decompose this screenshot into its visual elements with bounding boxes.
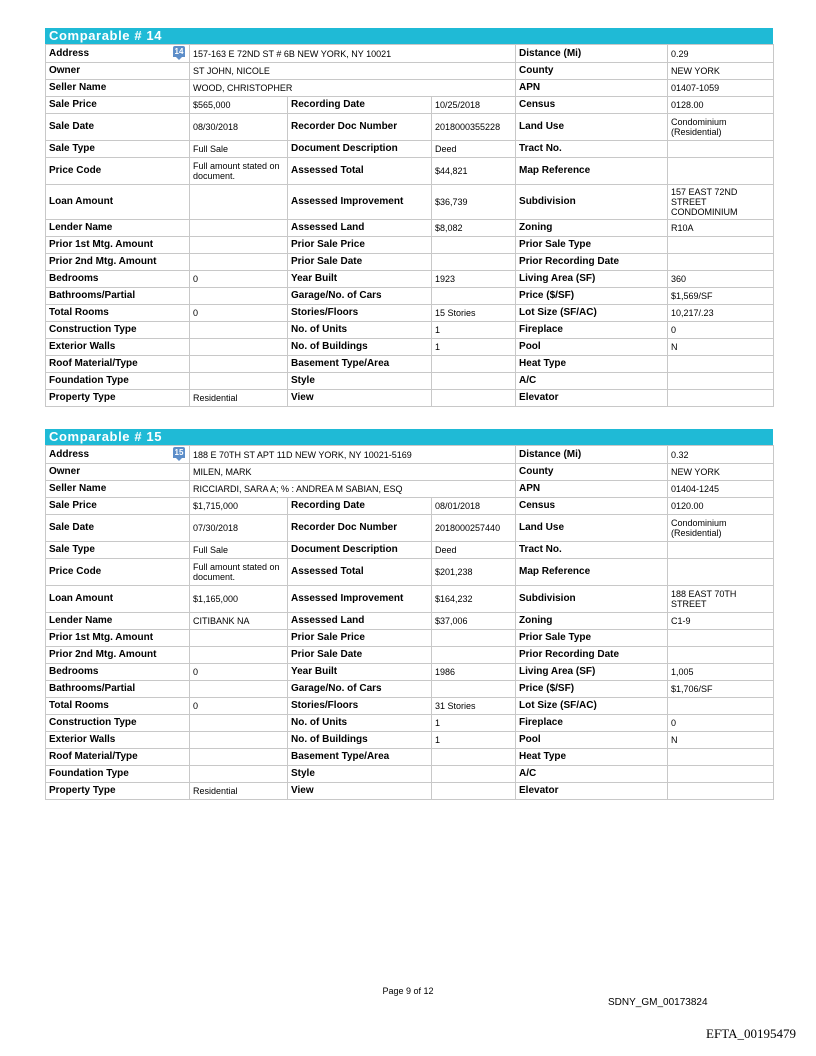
field-value: $44,821 (432, 158, 516, 185)
field-label: Stories/Floors (288, 698, 432, 715)
comparable-14-section (45, 28, 773, 407)
field-value (190, 647, 288, 664)
field-value: $37,006 (432, 613, 516, 630)
field-value (190, 732, 288, 749)
field-value (668, 698, 774, 715)
field-value: 01407-1059 (668, 80, 774, 97)
field-label: No. of Buildings (288, 339, 432, 356)
field-value: 0 (668, 715, 774, 732)
field-value (668, 158, 774, 185)
field-label: APN (516, 80, 668, 97)
field-label: Census (516, 498, 668, 515)
field-value: 360 (668, 271, 774, 288)
field-value: 07/30/2018 (190, 515, 288, 542)
table-row (46, 732, 774, 749)
comparable-table (45, 445, 774, 800)
field-label: Recording Date (288, 97, 432, 114)
table-row (46, 647, 774, 664)
field-value (432, 783, 516, 800)
field-label: Assessed Total (288, 158, 432, 185)
field-label: No. of Units (288, 715, 432, 732)
field-value: 1 (432, 322, 516, 339)
field-label: Zoning (516, 613, 668, 630)
field-label: Roof Material/Type (46, 749, 190, 766)
field-value (668, 254, 774, 271)
table-row (46, 237, 774, 254)
field-label: Prior Recording Date (516, 647, 668, 664)
field-value (432, 749, 516, 766)
field-value (668, 783, 774, 800)
field-value: $565,000 (190, 97, 288, 114)
field-label: Assessed Total (288, 559, 432, 586)
field-label: Bedrooms (46, 271, 190, 288)
field-label: Prior 2nd Mtg. Amount (46, 254, 190, 271)
field-label: Basement Type/Area (288, 356, 432, 373)
field-label: Foundation Type (46, 766, 190, 783)
field-label: Recorder Doc Number (288, 114, 432, 141)
field-value (190, 630, 288, 647)
field-label: Prior 1st Mtg. Amount (46, 630, 190, 647)
field-value: Residential (190, 783, 288, 800)
field-value: 1,005 (668, 664, 774, 681)
field-value (432, 647, 516, 664)
comparable-header: Comparable # 14 (45, 28, 773, 44)
field-value: Condominium (Residential) (668, 515, 774, 542)
field-value (668, 559, 774, 586)
field-label: Prior Sale Date (288, 647, 432, 664)
field-label: Recorder Doc Number (288, 515, 432, 542)
table-row (46, 698, 774, 715)
field-value (668, 647, 774, 664)
table-row (46, 515, 774, 542)
field-value: $1,165,000 (190, 586, 288, 613)
table-row (46, 498, 774, 515)
field-value: 0120.00 (668, 498, 774, 515)
table-row (46, 114, 774, 141)
table-row (46, 464, 774, 481)
field-value: Deed (432, 141, 516, 158)
table-row (46, 559, 774, 586)
field-label: Recording Date (288, 498, 432, 515)
field-label: Sale Type (46, 141, 190, 158)
table-row (46, 220, 774, 237)
field-label: Loan Amount (46, 185, 190, 220)
field-label: Prior Sale Date (288, 254, 432, 271)
field-value (668, 373, 774, 390)
field-label: Price Code (46, 158, 190, 185)
field-value: 2018000355228 (432, 114, 516, 141)
field-value (432, 681, 516, 698)
table-row (46, 158, 774, 185)
field-label: Prior Sale Price (288, 237, 432, 254)
field-value (432, 356, 516, 373)
field-value (432, 373, 516, 390)
table-row (46, 63, 774, 80)
table-row (46, 783, 774, 800)
field-label: Owner (46, 464, 190, 481)
field-label: Garage/No. of Cars (288, 288, 432, 305)
field-label: View (288, 783, 432, 800)
field-label: Pool (516, 732, 668, 749)
field-value: $8,082 (432, 220, 516, 237)
field-value: $201,238 (432, 559, 516, 586)
map-pin-icon: 15 (174, 448, 184, 457)
field-value (190, 749, 288, 766)
field-value: Condominium (Residential) (668, 114, 774, 141)
field-label: Exterior Walls (46, 732, 190, 749)
field-label: Stories/Floors (288, 305, 432, 322)
field-label: APN (516, 481, 668, 498)
field-value (432, 288, 516, 305)
field-label: A/C (516, 766, 668, 783)
field-value (190, 715, 288, 732)
field-label: Construction Type (46, 715, 190, 732)
table-row (46, 305, 774, 322)
field-value: 08/01/2018 (432, 498, 516, 515)
field-value (190, 356, 288, 373)
field-label: A/C (516, 373, 668, 390)
field-label: Foundation Type (46, 373, 190, 390)
field-label: Prior Recording Date (516, 254, 668, 271)
field-value: 0128.00 (668, 97, 774, 114)
field-label: Heat Type (516, 356, 668, 373)
field-value: 15 Stories (432, 305, 516, 322)
field-value (668, 237, 774, 254)
table-row (46, 356, 774, 373)
comparable-header: Comparable # 15 (45, 429, 773, 445)
field-label: Address (46, 446, 190, 464)
field-label: Bedrooms (46, 664, 190, 681)
field-value (668, 630, 774, 647)
table-row (46, 586, 774, 613)
field-label: County (516, 464, 668, 481)
field-value (190, 766, 288, 783)
field-value: $1,715,000 (190, 498, 288, 515)
field-value: N (668, 339, 774, 356)
field-label: Style (288, 373, 432, 390)
field-label: Sale Price (46, 97, 190, 114)
table-row (46, 390, 774, 407)
table-row (46, 630, 774, 647)
field-value: $1,569/SF (668, 288, 774, 305)
field-value (668, 390, 774, 407)
field-label: Lender Name (46, 220, 190, 237)
efta-number: EFTA_00195479 (706, 1026, 796, 1041)
address-value: 188 E 70TH ST APT 11D NEW YORK, NY 10021-5169 (193, 449, 412, 460)
field-label: Price Code (46, 559, 190, 586)
field-label: Garage/No. of Cars (288, 681, 432, 698)
table-row (46, 141, 774, 158)
field-label: Lot Size (SF/AC) (516, 698, 668, 715)
field-label: Owner (46, 63, 190, 80)
field-value: 1923 (432, 271, 516, 288)
field-label: Basement Type/Area (288, 749, 432, 766)
field-value: ST JOHN, NICOLE (190, 63, 516, 80)
field-value (668, 356, 774, 373)
comparable-table (45, 44, 774, 407)
field-value: 157 EAST 72ND STREET CONDOMINIUM (668, 185, 774, 220)
field-label: Price ($/SF) (516, 288, 668, 305)
field-value: $36,739 (432, 185, 516, 220)
address-cell (174, 45, 516, 63)
field-value (432, 237, 516, 254)
field-label: Fireplace (516, 715, 668, 732)
field-value: 0 (190, 664, 288, 681)
field-label: Tract No. (516, 542, 668, 559)
field-label: Construction Type (46, 322, 190, 339)
table-row (46, 681, 774, 698)
field-value: 0 (190, 698, 288, 715)
field-value (668, 542, 774, 559)
field-value: 0.32 (668, 446, 774, 464)
field-value (190, 220, 288, 237)
field-value (190, 288, 288, 305)
table-row (46, 542, 774, 559)
table-row (46, 254, 774, 271)
field-label: Bathrooms/Partial (46, 288, 190, 305)
table-row (46, 185, 774, 220)
table-row (46, 80, 774, 97)
field-value: 31 Stories (432, 698, 516, 715)
field-label: Assessed Land (288, 220, 432, 237)
field-value: CITIBANK NA (190, 613, 288, 630)
field-value: 2018000257440 (432, 515, 516, 542)
field-value: 10/25/2018 (432, 97, 516, 114)
field-value: 1 (432, 715, 516, 732)
field-value: R10A (668, 220, 774, 237)
field-value (190, 185, 288, 220)
table-row (46, 613, 774, 630)
field-value: $164,232 (432, 586, 516, 613)
field-label: Subdivision (516, 185, 668, 220)
field-label: Prior Sale Price (288, 630, 432, 647)
field-value: $1,706/SF (668, 681, 774, 698)
field-value (668, 141, 774, 158)
field-label: Exterior Walls (46, 339, 190, 356)
field-label: Style (288, 766, 432, 783)
field-label: Lender Name (46, 613, 190, 630)
field-value: 1 (432, 339, 516, 356)
field-label: Tract No. (516, 141, 668, 158)
field-value (190, 322, 288, 339)
table-row (46, 664, 774, 681)
field-value: 1986 (432, 664, 516, 681)
field-value: RICCIARDI, SARA A; % : ANDREA M SABIAN, ESQ (190, 481, 516, 498)
table-row (46, 97, 774, 114)
field-value: MILEN, MARK (190, 464, 516, 481)
table-row (46, 446, 774, 464)
field-value: 188 EAST 70TH STREET (668, 586, 774, 613)
field-label: No. of Units (288, 322, 432, 339)
field-label: Heat Type (516, 749, 668, 766)
field-label: Assessed Improvement (288, 586, 432, 613)
table-row (46, 715, 774, 732)
field-label: Assessed Improvement (288, 185, 432, 220)
field-label: Distance (Mi) (516, 446, 668, 464)
field-label: Total Rooms (46, 698, 190, 715)
field-label: Loan Amount (46, 586, 190, 613)
field-value (190, 339, 288, 356)
field-label: Sale Date (46, 515, 190, 542)
table-row (46, 45, 774, 63)
field-value: 10,217/.23 (668, 305, 774, 322)
field-label: View (288, 390, 432, 407)
field-label: Prior 2nd Mtg. Amount (46, 647, 190, 664)
comparable-15-section (45, 429, 773, 800)
address-value: 157-163 E 72ND ST # 6B NEW YORK, NY 10021 (193, 48, 392, 59)
field-label: Prior 1st Mtg. Amount (46, 237, 190, 254)
field-label: Land Use (516, 515, 668, 542)
field-label: Document Description (288, 542, 432, 559)
field-value (190, 681, 288, 698)
field-label: Assessed Land (288, 613, 432, 630)
field-value (432, 766, 516, 783)
field-value: 0.29 (668, 45, 774, 63)
field-label: Year Built (288, 271, 432, 288)
field-label: Bathrooms/Partial (46, 681, 190, 698)
field-value: 0 (190, 271, 288, 288)
bates-number: SDNY_GM_00173824 (608, 997, 708, 1008)
field-label: Land Use (516, 114, 668, 141)
field-label: Living Area (SF) (516, 271, 668, 288)
field-label: Property Type (46, 783, 190, 800)
field-label: Pool (516, 339, 668, 356)
table-row (46, 288, 774, 305)
field-value: N (668, 732, 774, 749)
field-value (432, 630, 516, 647)
field-label: Total Rooms (46, 305, 190, 322)
field-label: Property Type (46, 390, 190, 407)
field-value: C1-9 (668, 613, 774, 630)
field-value (432, 254, 516, 271)
field-value: WOOD, CHRISTOPHER (190, 80, 516, 97)
field-label: Zoning (516, 220, 668, 237)
field-value (668, 749, 774, 766)
field-value (668, 766, 774, 783)
field-label: Prior Sale Type (516, 237, 668, 254)
field-label: Map Reference (516, 158, 668, 185)
field-label: Seller Name (46, 481, 190, 498)
field-label: Census (516, 97, 668, 114)
table-row (46, 481, 774, 498)
field-label: Elevator (516, 783, 668, 800)
field-value: Residential (190, 390, 288, 407)
field-label: Prior Sale Type (516, 630, 668, 647)
field-value: 0 (190, 305, 288, 322)
field-label: Year Built (288, 664, 432, 681)
field-value (190, 237, 288, 254)
field-value (190, 254, 288, 271)
field-label: Subdivision (516, 586, 668, 613)
field-label: Price ($/SF) (516, 681, 668, 698)
field-label: Sale Type (46, 542, 190, 559)
table-row (46, 322, 774, 339)
field-label: Roof Material/Type (46, 356, 190, 373)
map-pin-icon: 14 (174, 47, 184, 56)
table-row (46, 749, 774, 766)
field-value: 1 (432, 732, 516, 749)
field-value: NEW YORK (668, 63, 774, 80)
field-label: Lot Size (SF/AC) (516, 305, 668, 322)
field-label: Elevator (516, 390, 668, 407)
table-row (46, 271, 774, 288)
field-value: Full Sale (190, 542, 288, 559)
field-value: 0 (668, 322, 774, 339)
page-number: Page 9 of 12 (382, 986, 434, 996)
field-value: Full amount stated on document. (190, 559, 288, 586)
field-value (190, 373, 288, 390)
field-value: NEW YORK (668, 464, 774, 481)
field-label: Fireplace (516, 322, 668, 339)
field-label: Address (46, 45, 190, 63)
field-value: 01404-1245 (668, 481, 774, 498)
field-label: Distance (Mi) (516, 45, 668, 63)
field-label: Seller Name (46, 80, 190, 97)
field-value: Full Sale (190, 141, 288, 158)
table-row (46, 373, 774, 390)
field-label: Document Description (288, 141, 432, 158)
field-value (432, 390, 516, 407)
field-value: Full amount stated on document. (190, 158, 288, 185)
field-value: Deed (432, 542, 516, 559)
field-label: Map Reference (516, 559, 668, 586)
table-row (46, 339, 774, 356)
field-label: County (516, 63, 668, 80)
field-label: Sale Price (46, 498, 190, 515)
table-row (46, 766, 774, 783)
field-label: Sale Date (46, 114, 190, 141)
field-label: No. of Buildings (288, 732, 432, 749)
field-label: Living Area (SF) (516, 664, 668, 681)
address-cell (174, 446, 516, 464)
field-value: 08/30/2018 (190, 114, 288, 141)
